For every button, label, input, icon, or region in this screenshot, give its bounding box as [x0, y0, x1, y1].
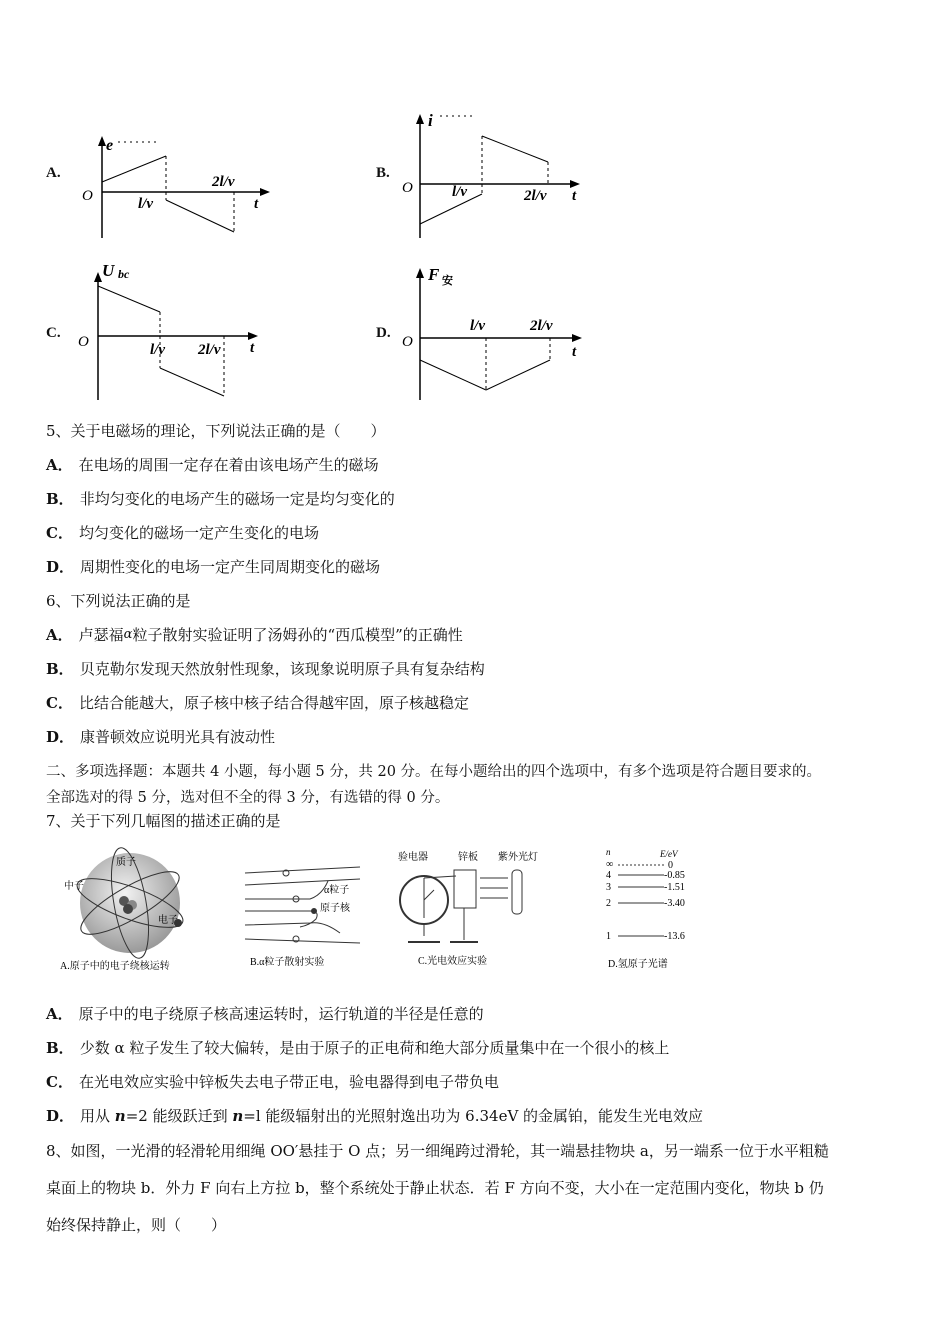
q5-option-c[interactable]: C． 均匀变化的磁场一定产生变化的电场: [46, 524, 319, 542]
q5-option-d[interactable]: D． 周期性变化的电场一定产生同周期变化的磁场: [46, 558, 381, 576]
q7-fig-d: [600, 845, 710, 975]
alpha-track: [245, 939, 360, 943]
alpha-track: [245, 881, 328, 899]
graph-b-x-label: t: [572, 188, 577, 204]
q6-option-a[interactable]: A． 卢瑟福α粒子散射实验证明了汤姆孙的“西瓜模型”的正确性: [46, 626, 463, 644]
q7-option-d[interactable]: D． 用从 n=2 能级跃迁到 n=l 能级辐射出的光照射逸出功为 6.34eV 的金属铂，能发生光电效应: [46, 1107, 704, 1125]
graph-d-tick2: 2l/v: [530, 318, 553, 334]
caption-c: C.光电效应实验: [418, 956, 488, 967]
graph-d-y-arrow: [416, 268, 424, 278]
nucleus-particle: [123, 904, 133, 914]
graph-c-x-arrow: [248, 332, 258, 340]
level-3-e: -1.51: [664, 882, 685, 893]
graph-b: [400, 104, 600, 242]
graph-a-tick2: 2l/v: [212, 174, 235, 190]
graph-c-y-arrow: [94, 272, 102, 282]
caption-d: D.氢原子光谱: [608, 959, 668, 970]
label-nucleus: 原子核: [320, 903, 350, 914]
level-2-e: -3.40: [664, 898, 685, 909]
label-zinc: 锌板: [458, 852, 478, 863]
graph-b-seg1: [420, 194, 482, 224]
label-neutron: 中子: [64, 881, 84, 892]
level-1-n: 1: [606, 931, 611, 942]
label-electron: 电子: [158, 915, 178, 926]
label-proton: 质子: [116, 857, 136, 868]
graph-a-y-arrow: [98, 136, 106, 146]
graph-b-tick1: l/v: [452, 184, 467, 200]
graph-a-seg1: [102, 156, 166, 182]
q8-line3: 始终保持静止，则（ ）: [46, 1216, 227, 1234]
graph-a-origin: O: [82, 188, 93, 204]
q7-option-c[interactable]: C． 在光电效应实验中锌板失去电子带正电，验电器得到电子带负电: [46, 1073, 499, 1091]
label-alpha: α粒子: [324, 885, 350, 896]
graph-b-y-arrow: [416, 114, 424, 124]
graph-b-tick2: 2l/v: [524, 188, 547, 204]
q6-option-d[interactable]: D． 康普顿效应说明光具有波动性: [46, 728, 276, 746]
graph-a-tick1: l/v: [138, 196, 153, 212]
graph-d-x-arrow: [572, 334, 582, 342]
graph-a-x-label: t: [254, 196, 259, 212]
alpha-track: [245, 867, 360, 873]
graph-d-x-label: t: [572, 344, 577, 360]
graph-c-seg1: [98, 286, 160, 312]
label-e: E/eV: [660, 849, 678, 859]
graph-c-y-label: U: [102, 261, 115, 280]
graph-b-label: B.: [376, 165, 390, 181]
graph-d-seg2: [486, 360, 550, 390]
graph-b-x-arrow: [570, 180, 580, 188]
q7-fig-c: [390, 848, 560, 976]
graph-d: [400, 256, 600, 402]
q7-option-a[interactable]: A． 原子中的电子绕原子核高速运转时，运行轨道的半径是任意的: [46, 1005, 484, 1023]
q7-option-b[interactable]: B． 少数 α 粒子发生了较大偏转，是由于原子的正电荷和绝大部分质量集中在一个很小的核上: [46, 1039, 670, 1057]
q6-option-b[interactable]: B． 贝克勒尔发现天然放射性现象，该现象说明原子具有复杂结构: [46, 660, 485, 678]
graph-a: [78, 130, 278, 240]
q7-fig-a: [50, 845, 210, 975]
level-3-n: 3: [606, 882, 611, 893]
caption-b: B.α粒子散射实验: [250, 957, 325, 968]
caption-a: A.原子中的电子绕核运转: [60, 961, 170, 972]
graph-c-tick2: 2l/v: [198, 342, 221, 358]
q8-line1: 8、如图，一光滑的轻滑轮用细绳 OO′悬挂于 O 点；另一细绳跨过滑轮，其一端悬挂物块 a，另一端系一位于水平粗糙: [46, 1142, 829, 1160]
graph-c-origin: O: [78, 334, 89, 350]
graph-d-seg1: [420, 360, 486, 390]
label-n: n: [606, 847, 611, 857]
graph-c-seg2: [160, 368, 224, 396]
graph-c-label: C.: [46, 325, 61, 341]
level-inf-e: 0: [668, 860, 673, 871]
label-electroscope: 验电器: [398, 852, 428, 863]
q7-stem: 7、关于下列几幅图的描述正确的是: [46, 812, 281, 830]
graph-d-tick1: l/v: [470, 318, 485, 334]
q7-fig-b: [240, 855, 370, 975]
q5-option-a[interactable]: A． 在电场的周围一定存在着由该电场产生的磁场: [46, 456, 379, 474]
graph-c-x-label: t: [250, 340, 255, 356]
level-inf-n: ∞: [606, 859, 614, 870]
zinc-plate: [454, 870, 476, 908]
graph-c: [74, 256, 274, 402]
level-4-e: -0.85: [664, 870, 685, 881]
alpha-track: [245, 923, 340, 933]
graph-d-label: D.: [376, 325, 391, 341]
graph-b-seg2: [482, 136, 548, 162]
section2-line2: 全部选对的得 5 分，选对但不全的得 3 分，有选错的得 0 分。: [46, 790, 450, 806]
graph-a-y-label: e: [106, 137, 114, 154]
q5-stem: 5、关于电磁场的理论，下列说法正确的是（ ）: [46, 422, 386, 440]
graph-d-y-sub: 安: [442, 275, 453, 287]
graph-d-y-label: F: [428, 265, 440, 284]
level-4-n: 4: [606, 870, 611, 881]
graph-a-seg2: [166, 200, 234, 232]
level-1-e: -13.6: [664, 931, 685, 942]
graph-a-label: A.: [46, 165, 61, 181]
graph-c-y-sub: bc: [118, 267, 130, 281]
uv-lamp: [512, 870, 522, 914]
graph-c-tick1: l/v: [150, 342, 165, 358]
graph-a-x-arrow: [260, 188, 270, 196]
level-2-n: 2: [606, 898, 611, 909]
graph-b-origin: O: [402, 180, 413, 196]
electroscope-leaf: [424, 890, 434, 900]
section2-line1: 二、多项选择题：本题共 4 小题，每小题 5 分，共 20 分。在每小题给出的四个选项中，有多个选项是符合题目要求的。: [46, 764, 822, 780]
graph-d-origin: O: [402, 334, 413, 350]
q6-stem: 6、下列说法正确的是: [46, 592, 191, 610]
graph-b-y-label: i: [428, 111, 433, 130]
q8-line2: 桌面上的物块 b．外力 F 向右上方拉 b，整个系统处于静止状态．若 F 方向不变，大小在一定范围内变化，物块 b 仍: [46, 1179, 824, 1197]
nucleus-dot: [311, 908, 317, 914]
q5-option-b[interactable]: B． 非均匀变化的电场产生的磁场一定是均匀变化的: [46, 490, 395, 508]
q6-option-c[interactable]: C． 比结合能越大，原子核中核子结合得越牢固，原子核越稳定: [46, 694, 469, 712]
alpha-symbol: α: [123, 627, 133, 642]
label-uv: 紫外光灯: [498, 852, 538, 863]
